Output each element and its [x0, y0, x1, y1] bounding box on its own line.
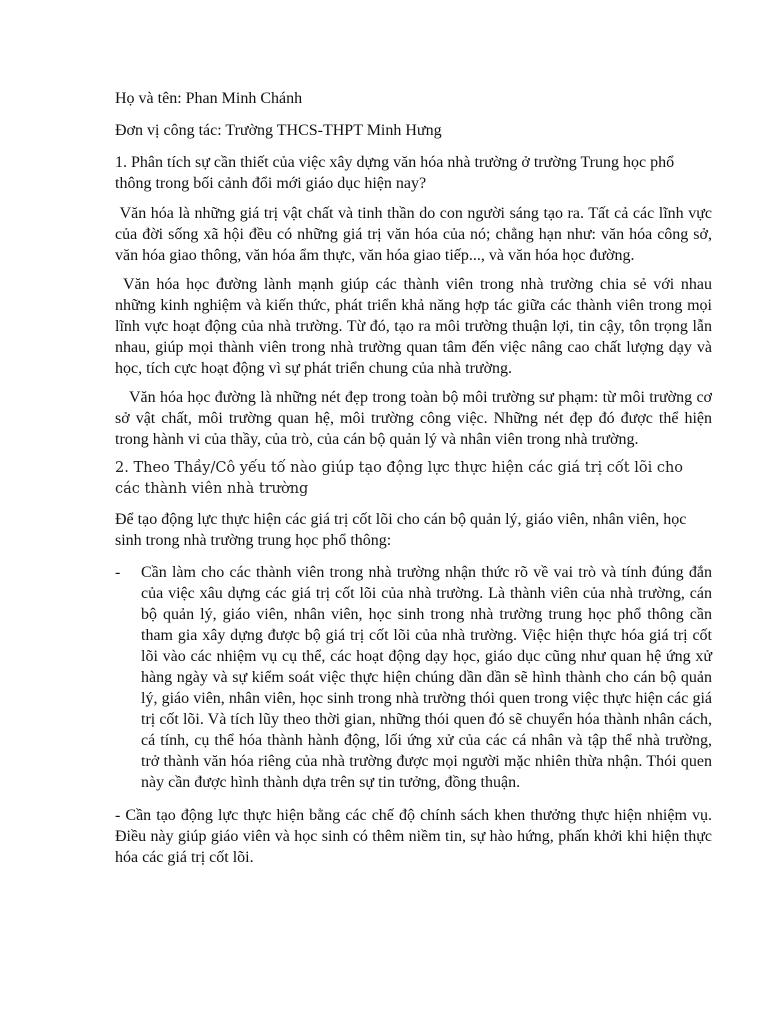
- paragraph-3: Văn hóa học đường là những nét đẹp trong toàn bộ môi trường sư phạm: từ môi trường cơ sở vật chất, môi trường quan hệ, môi trường công việc. Những nét đẹp đó được thể hiện trong hành vi của thầy, của trò, của cán bộ quản lý và nhân viên trong nhà trường.: [115, 389, 712, 448]
- paragraph-2: Văn hóa học đường lành mạnh giúp các thành viên trong nhà trường chia sẻ với nhau những kinh nghiệm và kiến thức, phát triển khả năng hợp tác giữa các thành viên trong mọi lĩnh vực hoạt động của nhà trường. Từ đó, tạo ra môi trường thuận lợi, tin cậy, tôn trọng lẫn nhau, giúp mọi thành viên trong nhà trường quan tâm đến việc nâng cao chất lượng dạy và học, tích cực hoạt động vì sự phát triển chung của nhà trường.: [115, 276, 712, 377]
- author-name-line: Họ và tên: Phan Minh Chánh: [115, 90, 303, 107]
- list-item: [115, 562, 712, 793]
- intro-paragraph: Để tạo động lực thực hiện các giá trị cốt lõi cho cán bộ quản lý, giáo viên, nhân viên, học sinh trong nhà trường trung học phổ thông:: [115, 511, 687, 549]
- work-unit-line: Đơn vị công tác: Trường THCS-THPT Minh Hưng: [115, 122, 442, 139]
- question-2: 2. Theo Thầy/Cô yếu tố nào giúp tạo động lực thực hiện các giá trị cốt lõi cho các thành viên nhà trường: [115, 460, 684, 497]
- question-1: 1. Phân tích sự cần thiết của việc xây dựng văn hóa nhà trường ở trường Trung học phổ thông trong bối cảnh đổi mới giáo dục hiện nay?: [115, 154, 675, 192]
- paragraph-1: Văn hóa là những giá trị vật chất và tinh thần do con người sáng tạo ra. Tất cả các lĩnh vực của đời sống xã hội đều có những giá trị văn hóa của nó; chẳng hạn như: văn hóa công sở, văn hóa giao thông, văn hóa ẩm thực, văn hóa giao tiếp..., và văn hóa học đường.: [115, 205, 716, 264]
- paragraph-4: - Cần tạo động lực thực hiện bằng các chế độ chính sách khen thưởng thực hiện nhiệm vụ. Điều này giúp giáo viên và học sinh có thêm niềm tin, sự hào hứng, phấn khởi khi hiện thực hóa các giá trị cốt lõi.: [115, 807, 712, 866]
- document-page: [115, 88, 716, 868]
- list-item-text: Cần làm cho các thành viên trong nhà trường nhận thức rõ về vai trò và tính đúng đắn của việc xâu dựng các giá trị cốt lõi của nhà trường. Là thành viên của nhà trường, cán bộ quản lý, giáo viên, nhân viên, học sinh trong nhà trường trung học phổ thông cần tham gia xây dựng được bộ giá trị cốt lõi của nhà trường. Việc hiện thực hóa giá trị cốt lõi vào các nhiệm vụ cụ thể, các hoạt động dạy học, giáo dục cũng như quan hệ ứng xử hàng ngày và sự kiểm soát việc thực hiện chúng dần dần sẽ hình thành cho cán bộ quản lý, giáo viên, nhân viên, học sinh trong nhà trường thói quen trong việc thực hiện các giá trị cốt lõi. Và tích lũy theo thời gian, những thói quen đó sẽ chuyển hóa thành nhân cách, cá tính, cụ thể hóa thành hành động, lối ứng xử của các cá nhân và tập thể nhà trường, trở thành văn hóa riêng của nhà trường được mọi người mặc nhiên thừa nhận. Thói quen này cần được hình thành dựa trên sự tin tưởng, đồng thuận.: [141, 564, 712, 791]
- bullet-marker: -: [115, 564, 121, 581]
